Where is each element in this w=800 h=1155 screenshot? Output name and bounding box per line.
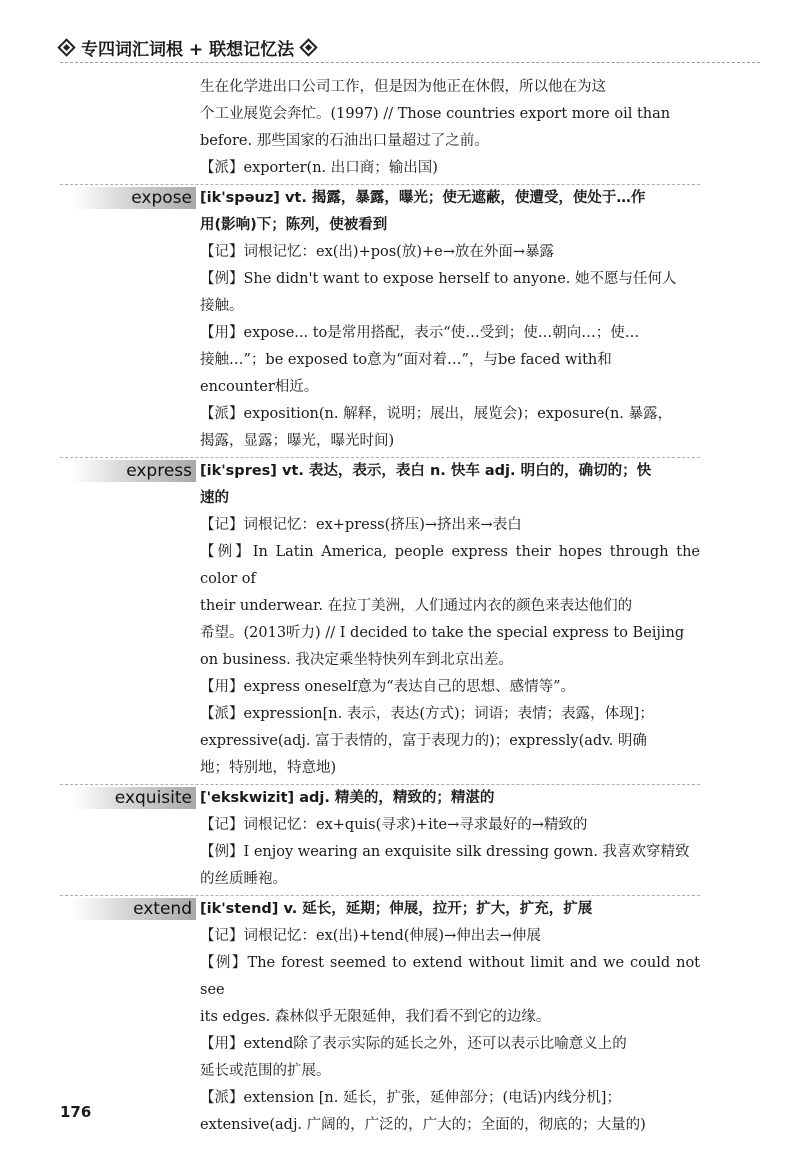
text-line: 【派】extension [n. 延长，扩张，延伸部分；(电话)内线分机]； xyxy=(200,1090,621,1106)
text-line: 【例】In Latin America, people express their hopes through the color of xyxy=(200,544,700,587)
text-line: 【例】She didn't want to expose herself to anyone. 她不愿与任何人 xyxy=(200,271,677,287)
text-line: before. 那些国家的石油出口量超过了之前。 xyxy=(200,133,489,149)
text-line: 【例】I enjoy wearing an exquisite silk dressing gown. 我喜欢穿精致 xyxy=(200,844,690,860)
text-line: extensive(adj. 广阔的，广泛的，广大的；全面的，彻底的；大量的) xyxy=(200,1117,646,1133)
text-line: 地；特别地，特意地) xyxy=(200,760,337,776)
headword-extend: extend xyxy=(72,898,196,920)
page-number: 176 xyxy=(60,1103,92,1121)
diamond-icon xyxy=(299,38,317,56)
text-line: 【派】expression[n. 表示，表达(方式)；词语；表情；表露，体现]； xyxy=(200,706,654,722)
text-line: its edges. 森林似乎无限延伸，我们看不到它的边缘。 xyxy=(200,1009,551,1025)
text-line: 个工业展览会奔忙。(1997) // Those countries export more oil than xyxy=(200,106,671,122)
text-line: 【用】extend除了表示实际的延长之外，还可以表示比喻意义上的 xyxy=(200,1036,627,1052)
text-line: 【派】exporter(n. 出口商；输出国) xyxy=(200,160,438,176)
running-header xyxy=(60,32,760,63)
entry-expose xyxy=(60,185,700,455)
text-line: 揭露，显露；曝光，曝光时间) xyxy=(200,433,395,449)
text-line: encounter相近。 xyxy=(200,379,319,395)
header-title: 专四词汇词根 + 联想记忆法 xyxy=(81,39,295,60)
headword-exquisite: exquisite xyxy=(72,787,196,809)
text-line: 延长或范围的扩展。 xyxy=(200,1063,331,1079)
text-line: 【记】词根记忆：ex(出)+pos(放)+e→放在外面→暴露 xyxy=(200,244,555,260)
text-line: their underwear. 在拉丁美洲，人们通过内衣的颜色来表达他们的 xyxy=(200,598,633,614)
entry-express xyxy=(60,458,700,782)
text-line: 【用】express oneself意为“表达自己的思想、感情等”。 xyxy=(200,679,576,695)
text-line: 【记】词根记忆：ex+press(挤压)→挤出来→表白 xyxy=(200,517,522,533)
definition-line: [ik'spəuz] vt. 揭露，暴露，曝光；使无遮蔽，使遭受，使处于…作 xyxy=(200,190,646,206)
text-line: 【例】The forest seemed to extend without limit and we could not see xyxy=(200,955,700,998)
text-line: 接触…”；be exposed to意为“面对着…”，与be faced with和 xyxy=(200,352,612,368)
text-line: 希望。(2013听力) // I decided to take the special express to Beijing xyxy=(200,625,685,641)
text-line: 【记】词根记忆：ex(出)+tend(伸展)→伸出去→伸展 xyxy=(200,928,541,944)
headword-express: express xyxy=(72,460,196,482)
headword-expose: expose xyxy=(72,187,196,209)
entry-extend xyxy=(60,896,700,1139)
text-line: 【记】词根记忆：ex+quis(寻求)+ite→寻求最好的→精致的 xyxy=(200,817,588,833)
diamond-icon xyxy=(57,38,75,56)
definition-line: [ik'stend] v. 延长，延期；伸展，拉开；扩大，扩充，扩展 xyxy=(200,901,593,917)
intro-block xyxy=(60,74,700,182)
definition-line: [ik'spres] vt. 表达，表示，表白 n. 快车 adj. 明白的，确切的；快 xyxy=(200,463,652,479)
page-content xyxy=(60,74,700,1139)
text-line: 【派】exposition(n. 解释，说明；展出，展览会)；exposure(n. 暴露， xyxy=(200,406,673,422)
text-line: 【用】expose... to是常用搭配，表示“使…受到；使…朝向…；使… xyxy=(200,325,640,341)
entry-exquisite xyxy=(60,785,700,893)
text-line: 生在化学进出口公司工作，但是因为他正在休假，所以他在为这 xyxy=(200,79,606,95)
definition-line: 速的 xyxy=(200,490,229,506)
definition-line: 用(影响)下；陈列，使被看到 xyxy=(200,217,388,233)
text-line: expressive(adj. 富于表情的，富于表现力的)；expressly(adv. 明确 xyxy=(200,733,647,749)
definition-line: ['ekskwizit] adj. 精美的，精致的；精湛的 xyxy=(200,790,495,806)
text-line: 的丝质睡袍。 xyxy=(200,871,287,887)
text-line: 接触。 xyxy=(200,298,244,314)
text-line: on business. 我决定乘坐特快列车到北京出差。 xyxy=(200,652,513,668)
